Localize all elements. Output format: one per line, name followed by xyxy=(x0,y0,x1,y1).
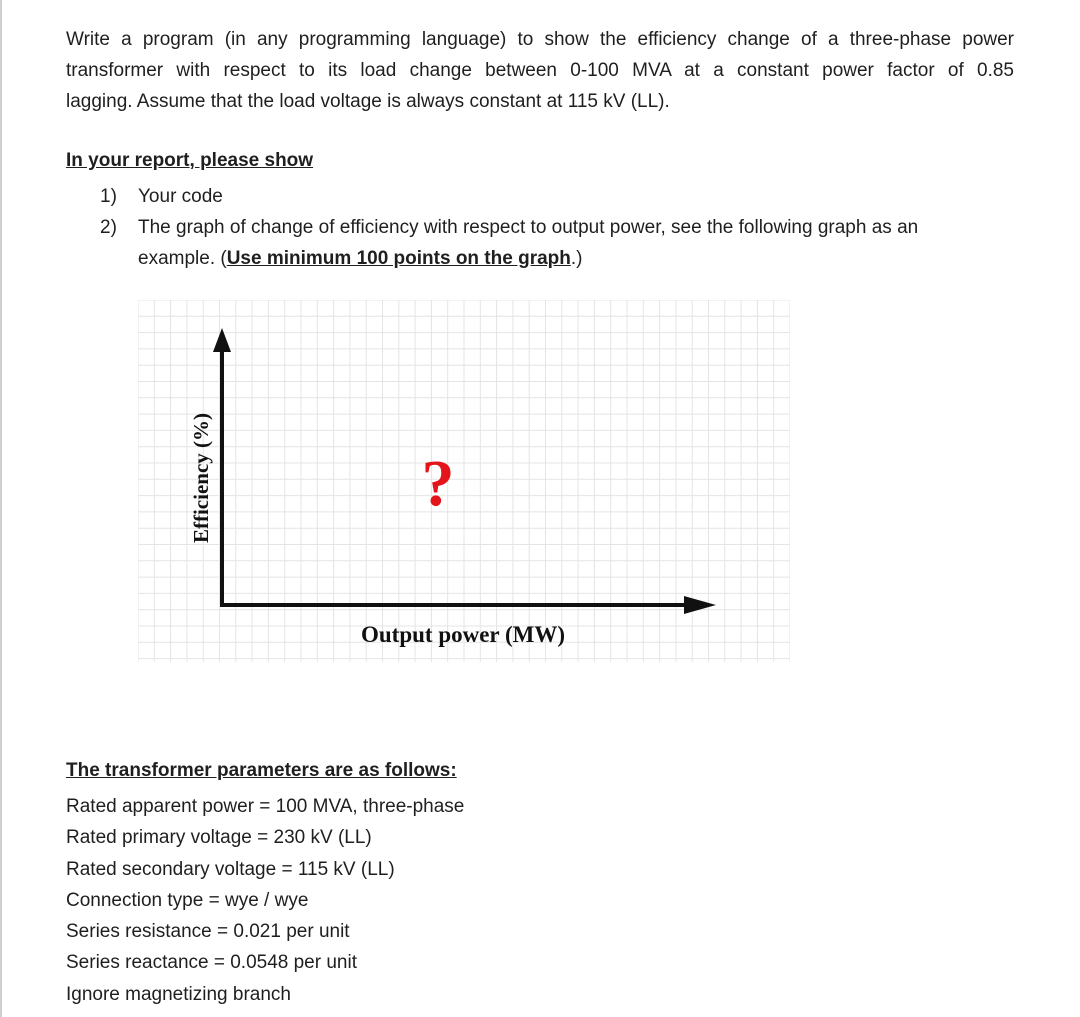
parameters-heading: The transformer parameters are as follows: xyxy=(66,760,457,781)
parameter-series-reactance: Series reactance = 0.0548 per unit xyxy=(66,952,357,974)
y-axis-label: Efficiency (%) xyxy=(189,412,213,544)
list-item xyxy=(100,181,1000,212)
list-item-number: 2) xyxy=(100,217,117,238)
list-item-text: Your code xyxy=(138,186,223,207)
question-mark: ? xyxy=(421,447,455,520)
parameter-rated-secondary-voltage: Rated secondary voltage = 115 kV (LL) xyxy=(66,858,395,880)
list-item-text-before: The graph of change of efficiency with respect to output power, see the following graph as an example. ( xyxy=(138,217,919,269)
report-heading: In your report, please show xyxy=(66,150,314,171)
report-requirements-list xyxy=(100,181,1000,274)
problem-statement-line: transformer with respect to its load change between 0-100 MVA at a constant power factor of 0.85 xyxy=(66,60,1014,81)
problem-statement-line: Write a program (in any programming language) to show the efficiency change of a three-phase power xyxy=(66,29,1014,50)
parameters-list xyxy=(66,791,464,1010)
x-axis-label: Output power (MW) xyxy=(360,622,566,647)
list-item-text xyxy=(138,212,1000,274)
y-axis-arrowhead xyxy=(213,328,231,352)
example-graph xyxy=(138,300,790,662)
parameter-rated-primary-voltage: Rated primary voltage = 230 kV (LL) xyxy=(66,827,372,849)
parameter-connection-type: Connection type = wye / wye xyxy=(66,889,309,911)
x-axis-arrowhead xyxy=(684,596,716,614)
list-item-number: 1) xyxy=(100,186,117,207)
page-border xyxy=(0,0,2,1017)
list-item-text-after: .) xyxy=(570,248,583,269)
parameter-series-resistance: Series resistance = 0.021 per unit xyxy=(66,921,350,943)
problem-statement xyxy=(66,24,1014,117)
example-graph-canvas xyxy=(138,300,790,662)
list-item-emphasis: Use minimum 100 points on the graph xyxy=(226,248,571,269)
problem-statement-line: lagging. Assume that the load voltage is always constant at 115 kV (LL). xyxy=(66,91,670,112)
parameter-rated-apparent-power: Rated apparent power = 100 MVA, three-phase xyxy=(66,796,465,817)
parameter-magnetizing-branch: Ignore magnetizing branch xyxy=(66,983,291,1005)
list-item xyxy=(100,212,1000,274)
